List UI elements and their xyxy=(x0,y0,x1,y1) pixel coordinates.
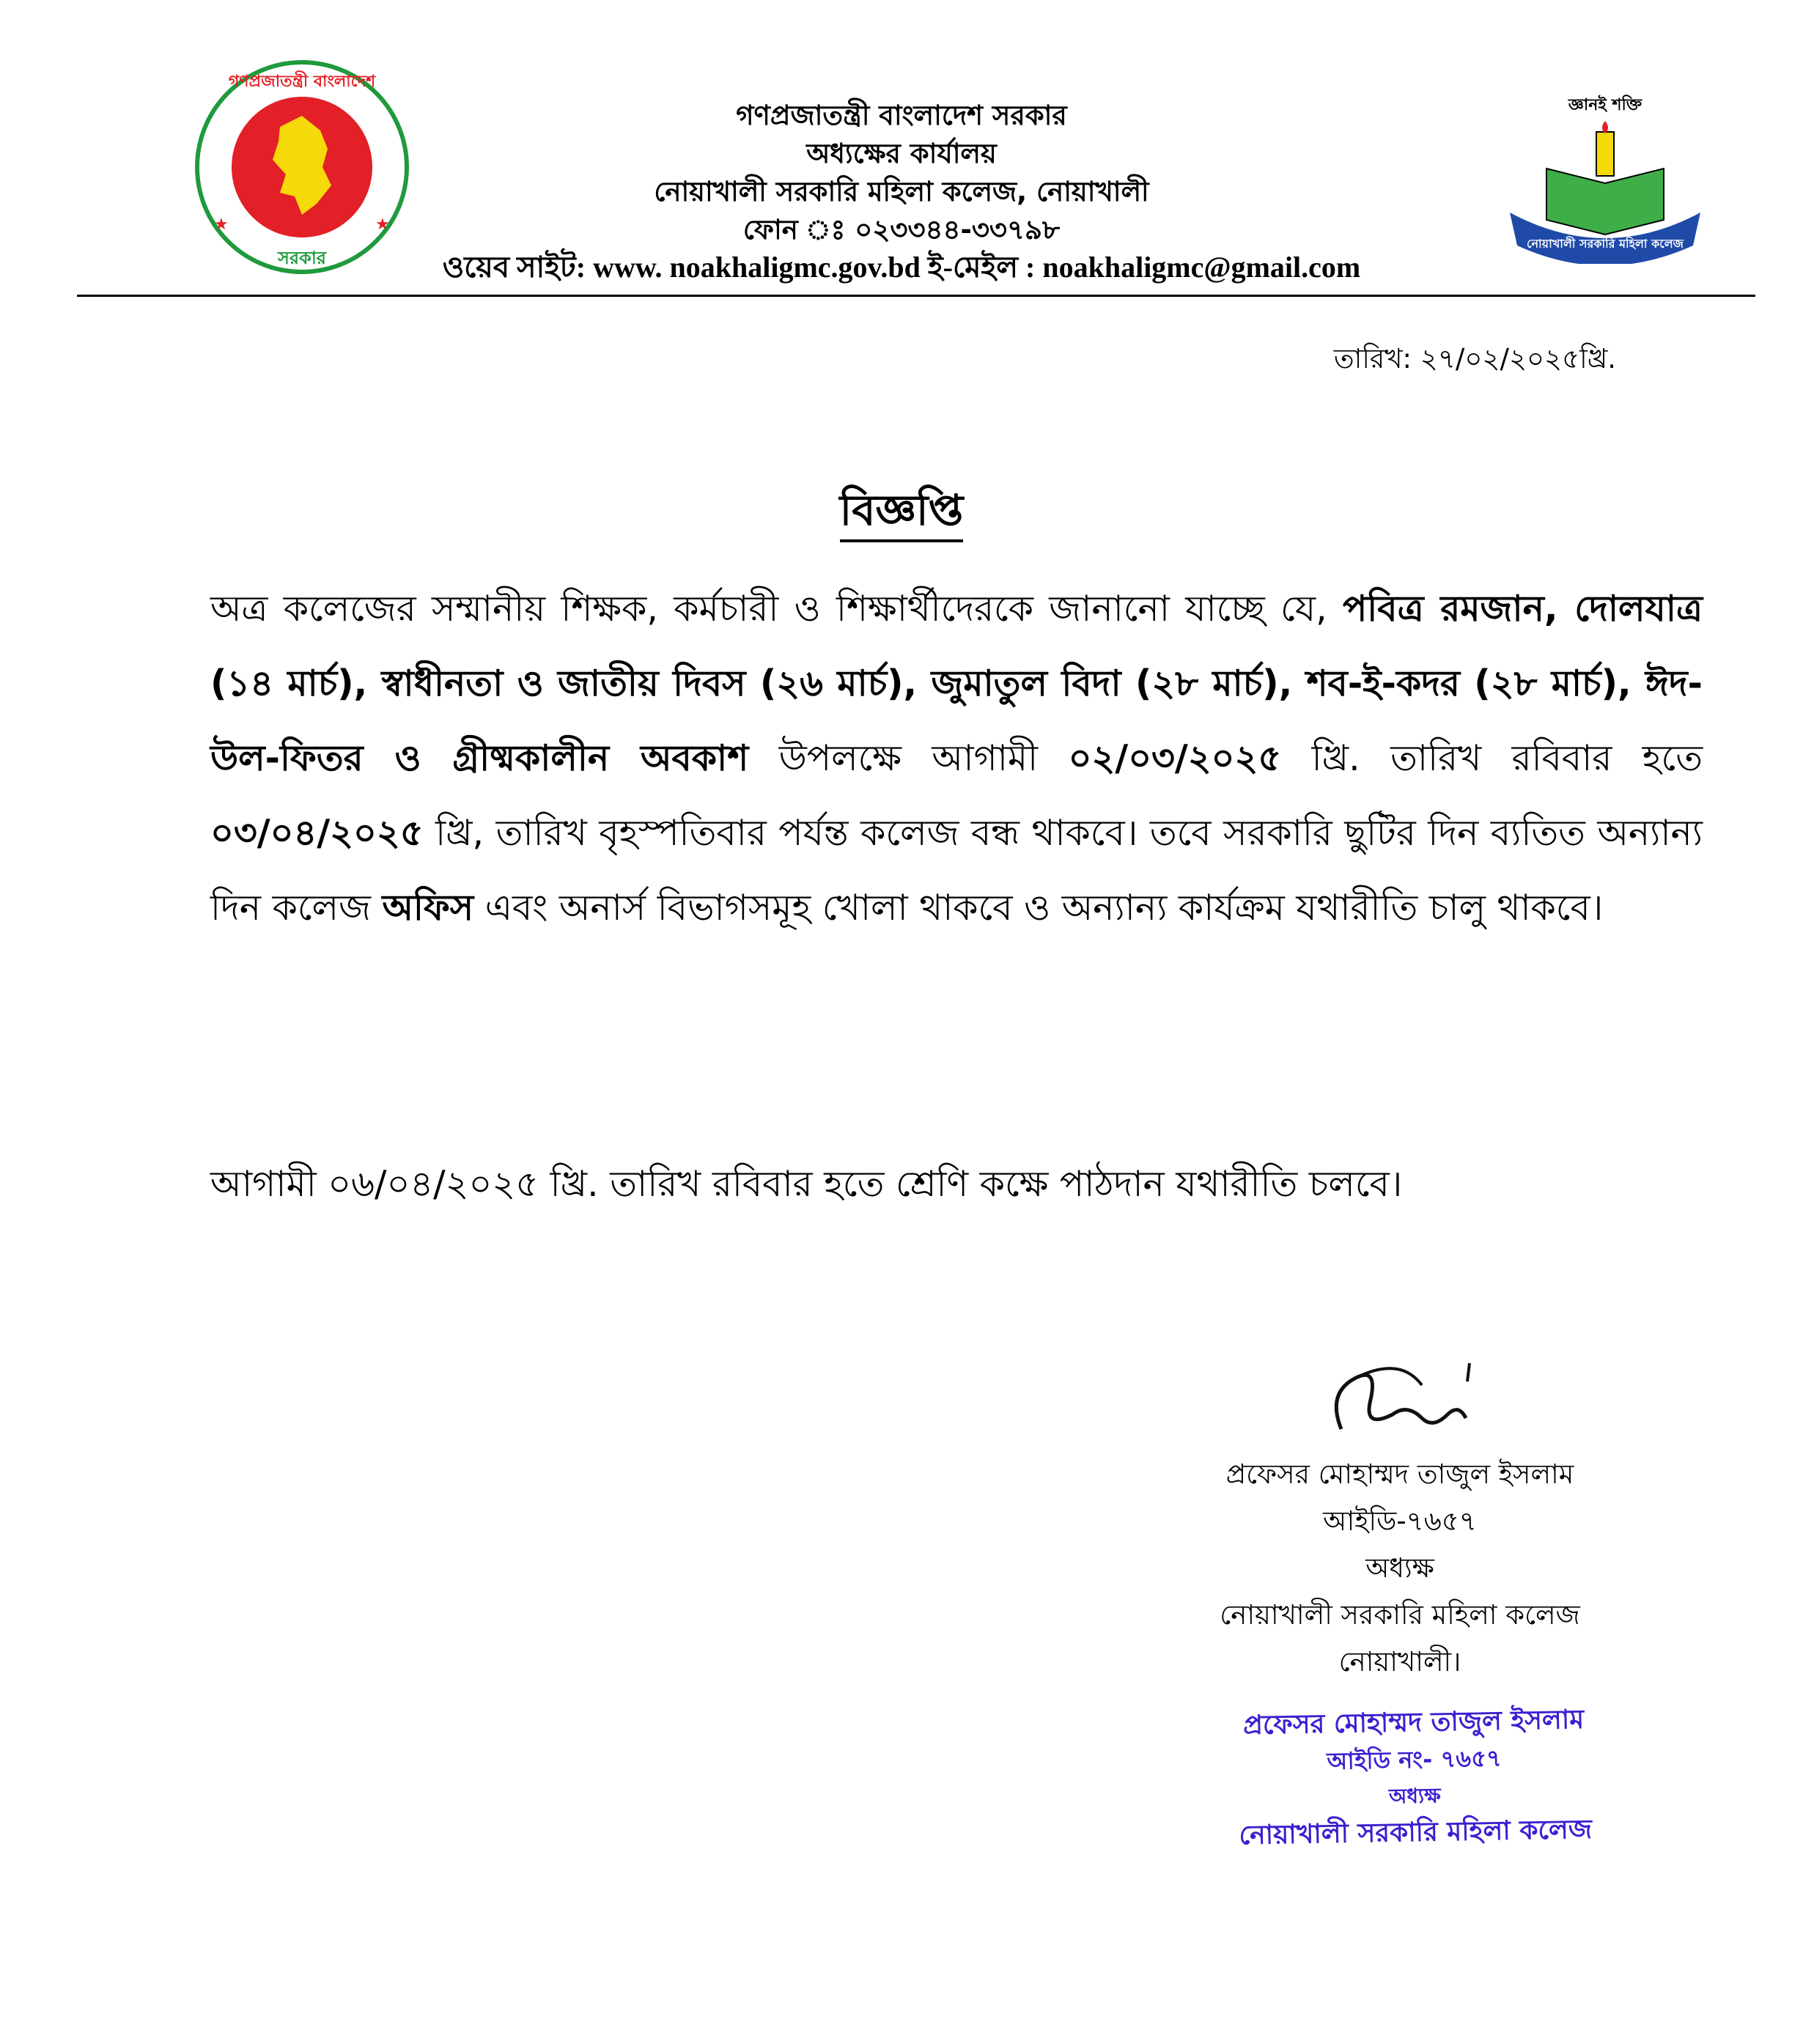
notice-title xyxy=(0,478,1803,549)
svg-text:★: ★ xyxy=(214,215,229,234)
stamp-college: নোয়াখালী সরকারি মহিলা কলেজ xyxy=(1239,1814,1593,1851)
p1-office: অফিস xyxy=(382,887,474,929)
signer-college: নোয়াখালী সরকারি মহিলা কলেজ xyxy=(1220,1599,1580,1631)
p1-rest: খ্রি, তারিখ বৃহস্পতিবার পর্যন্ত কলেজ বন্ধ থাকবে। তবে সরকারি ছুটির দিন ব্যতিত অন্যান্য দিন কলেজ xyxy=(210,812,1703,929)
notice-paragraph-1 xyxy=(210,572,1703,945)
signature-image xyxy=(1312,1348,1495,1451)
official-stamp xyxy=(1171,1700,1657,1855)
notice-paragraph-2: আগামী ০৬/০৪/২০২৫ খ্রি. তারিখ রবিবার হতে শ্রেণি কক্ষে পাঠদান যথারীতি চলবে। xyxy=(210,1163,1403,1205)
seal-text-bottom: সরকার xyxy=(277,248,327,268)
signer-name: প্রফেসর মোহাম্মদ তাজুল ইসলাম xyxy=(1225,1458,1574,1490)
logo-motto: জ্ঞানই শক্তি xyxy=(1568,96,1642,114)
signer-designation: অধ্যক্ষ xyxy=(1365,1552,1434,1584)
p1-start-date: ০২/০৩/২০২৫ xyxy=(1068,737,1282,779)
p1-intro: অত্র কলেজের সম্মানীয় শিক্ষক, কর্মচারী ও শিক্ষার্থীদেরকে জানানো যাচ্ছে যে, xyxy=(210,588,1327,630)
notice-date: তারিখ: ২৭/০২/২০২৫খ্রি. xyxy=(1333,343,1616,375)
signer-id: আইডি-৭৬৫৭ xyxy=(1323,1505,1477,1537)
website-label: ওয়েব সাইট: xyxy=(442,251,586,284)
stamp-designation: অধ্যক্ষ xyxy=(1388,1783,1442,1809)
stamp-name: প্রফেসর মোহাম্মদ তাজুল ইসলাম xyxy=(1242,1704,1585,1741)
svg-text:★: ★ xyxy=(375,215,390,234)
p1-holidays: পবিত্র রমজান, দোলযাত্র (১৪ মার্চ), স্বাধীনতা ও জাতীয় দিবস (২৬ মার্চ), জুমাতুল বিদা (২৮ মার্চ), শব-ই-কদর (২৮ মার্চ), ঈদ-উল-ফিতর ও গ্রীষ্মকালীন অবকাশ xyxy=(210,588,1703,779)
phone-number: ফোন ঃ ০২৩৩৪৪-৩৩৭৯৮ xyxy=(742,214,1061,246)
stamp-id: আইডি নং- ৭৬৫৭ xyxy=(1327,1744,1502,1776)
email-link[interactable]: noakhaligmc@gmail.com xyxy=(1042,251,1361,284)
p1-mid: উপলক্ষে আগামী xyxy=(778,737,1039,779)
signer-place: নোয়াখালী। xyxy=(1338,1646,1461,1678)
header-divider xyxy=(77,295,1755,297)
notice-title-text: বিজ্ঞপ্তি xyxy=(840,485,964,542)
p1-end-date: ০৩/০৪/২০২৫ xyxy=(210,812,424,854)
college-logo xyxy=(1502,81,1708,264)
office-name: অধ্যক্ষের কার্যালয় xyxy=(806,138,997,169)
government-name: গণপ্রজাতন্ত্রী বাংলাদেশ সরকার xyxy=(736,100,1067,131)
college-address: নোয়াখালী সরকারি মহিলা কলেজ, নোয়াখালী xyxy=(654,176,1149,207)
p1-mid2: খ্রি. তারিখ রবিবার হতে xyxy=(1311,737,1703,779)
website-link[interactable]: www. noakhaligmc.gov.bd xyxy=(593,251,921,284)
seal-text-top: গণপ্রজাতন্ত্রী বাংলাদেশ xyxy=(228,73,376,91)
signature-block xyxy=(1143,1451,1656,1686)
p1-end: এবং অনার্স বিভাগসমূহ খোলা থাকবে ও অন্যান্য কার্যক্রম যথারীতি চালু থাকবে। xyxy=(484,887,1604,929)
logo-ribbon-text: নোয়াখালী সরকারি মহিলা কলেজ xyxy=(1527,237,1684,251)
email-label: ই-মেইল : xyxy=(927,251,1036,284)
